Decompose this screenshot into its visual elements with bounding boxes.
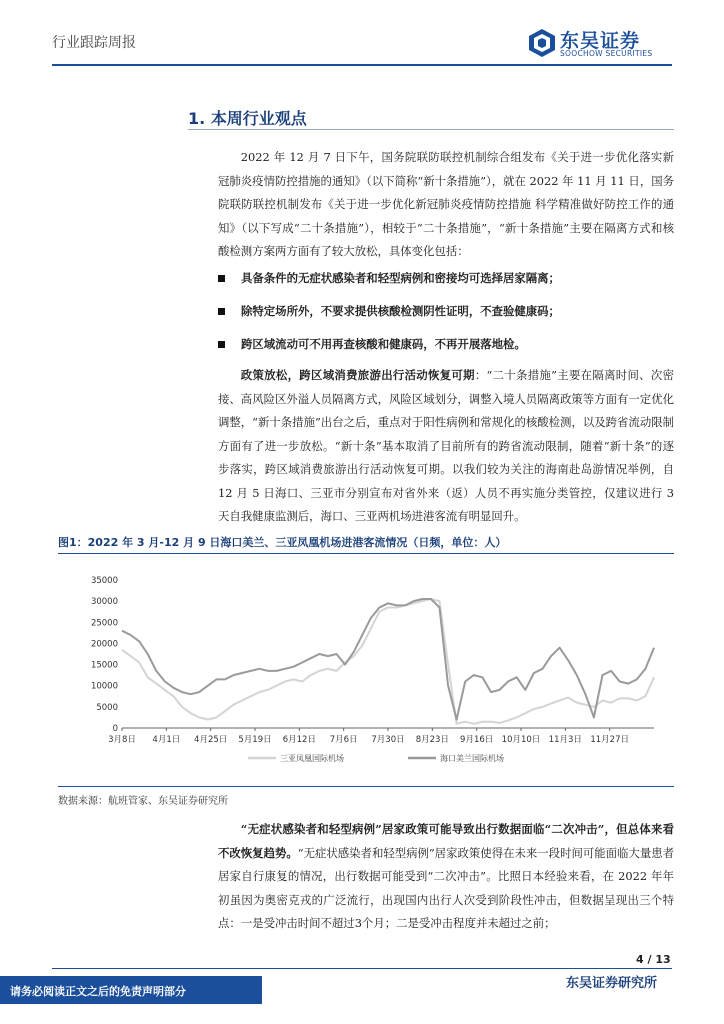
- disclaimer-text: 请务必阅读正文之后的免责声明部分: [10, 985, 186, 998]
- section-underline: [188, 129, 674, 130]
- bullet-item-2: [218, 303, 674, 319]
- figure-source: 数据来源：航班管家、东吴证券研究所: [58, 796, 228, 807]
- x-tick-label: 4月25日: [194, 735, 228, 745]
- x-tick-label: 8月23日: [415, 735, 449, 745]
- intro-paragraph: 2022 年 12 月 7 日下午，国务院联防联控机制综合组发布《关于进一步优化落实新冠肺炎疫情防控措施的通知》（以下简称“新十条措施”），就在 2022 年 11 月 11 日，国务院联防联控机制发布《关于进一步优化新冠肺炎疫情防控措施 科学精准做好防控工作的通知》（以下写成“二十条措施”），相较于“二十条措施”，“新十条措施”主要在隔离方式和核酸检测方案两方面有了较大放松，具体变化包括：: [218, 150, 674, 258]
- logo-mark-icon: [528, 28, 556, 58]
- header-divider: [52, 64, 672, 66]
- y-tick-label: 15000: [90, 660, 118, 671]
- y-tick-label: 10000: [90, 681, 118, 692]
- section-title: 1. 本周行业观点: [188, 109, 307, 128]
- policy-paragraph: [218, 364, 674, 529]
- figure-caption: 图1：2022 年 3 月-12 月 9 日海口美兰、三亚凤凰机场进港客流情况（日频，单位：人）: [58, 536, 507, 549]
- y-tick-label: 35000: [90, 576, 118, 586]
- square-bullet-icon: [218, 308, 225, 315]
- passenger-flow-chart: [58, 560, 674, 782]
- x-tick-label: 6月12日: [282, 735, 316, 745]
- second-shock-lead: “无症状感染者和轻型病例”居家政策可能导致出行数据面临“二次冲击”，但总体来看不改恢复趋势。: [218, 822, 674, 860]
- figure-top-rule: [58, 553, 674, 554]
- company-logo: [528, 26, 678, 62]
- disclaimer-banner: [0, 976, 262, 1004]
- x-tick-label: 11月27日: [590, 735, 629, 745]
- second-shock-paragraph: [218, 818, 674, 936]
- legend-label: 海口美兰国际机场: [440, 754, 504, 763]
- x-tick-label: 9月16日: [460, 735, 494, 745]
- x-tick-label: 3月8日: [108, 735, 136, 745]
- footer-divider: [52, 968, 672, 969]
- second-shock-body: “无症状感染者和轻型病例”居家政策使得在未来一段时间可能面临大量患者居家自行康复的情况，出行数据可能受到“二次冲击”。比照日本经验来看，在 2022 年年初虽因为奥密克戎的广泛流行，出现国内出行人次受到阶段性冲击，但数据呈现出三个特点：一是受冲击时间不超过3个月；二是受冲击程度并未超过之前；: [218, 845, 674, 930]
- y-tick-label: 0: [112, 724, 118, 734]
- x-tick-label: 11月3日: [548, 735, 582, 745]
- policy-body: ：“二十条措施”主要在隔离时间、次密接、高风险区外溢人员隔离方式，风险区域划分，调整入境人员隔离政策等方面有一定优化调整，“新十条措施”出台之后，重点对于阳性病例和常规化的核酸检测，以及跨省流动限制方面有了进一步放松。“新十条”基本取消了目前所有的跨省流动限制，随着“新十条”的逐步落实，跨区域消费旅游出行活动恢复可期。以我们较为关注的海南赴岛游情况举例，自 12 月 5 日海口、三亚市分别宣布对省外来（返）人员不再实施分类管控，仅建议进行 3 天自我健康监测后，海口、三亚两机场进港客流有明显回升。: [218, 368, 674, 523]
- page-number: 4 / 13: [636, 953, 671, 966]
- footer-org: 东吴证券研究所: [566, 976, 658, 991]
- bullet-item-3: [218, 336, 674, 352]
- bullet-text: 跨区域流动可不用再查核酸和健康码，不再开展落地检。: [241, 337, 526, 351]
- x-tick-label: 7月6日: [329, 735, 358, 745]
- report-type: 行业跟踪周报: [52, 35, 136, 51]
- y-tick-label: 25000: [90, 618, 118, 629]
- x-tick-label: 5月19日: [238, 735, 272, 745]
- bullet-text: 具备条件的无症状感染者和轻型病例和密接均可选择居家隔离；: [241, 271, 560, 285]
- y-tick-label: 5000: [96, 702, 118, 713]
- legend-label: 三亚凤凰国际机场: [280, 754, 344, 763]
- square-bullet-icon: [218, 275, 225, 282]
- bullet-item-1: [218, 270, 674, 286]
- policy-lead: 政策放松，跨区域消费旅游出行活动恢复可期: [240, 368, 475, 382]
- x-tick-label: 10月10日: [501, 735, 541, 745]
- logo-text-cn: 东吴证券: [560, 30, 641, 52]
- figure-bottom-rule: [58, 786, 674, 787]
- x-tick-label: 4月1日: [152, 735, 181, 745]
- x-tick-label: 7月30日: [371, 735, 405, 745]
- y-tick-label: 30000: [90, 597, 118, 608]
- series-line-sanya: [122, 599, 654, 724]
- square-bullet-icon: [218, 341, 225, 348]
- bullet-text: 除特定场所外，不要求提供核酸检测阴性证明，不查验健康码；: [241, 304, 560, 318]
- logo-text-en: SOOCHOW SECURITIES: [560, 49, 653, 58]
- y-tick-label: 20000: [90, 639, 118, 650]
